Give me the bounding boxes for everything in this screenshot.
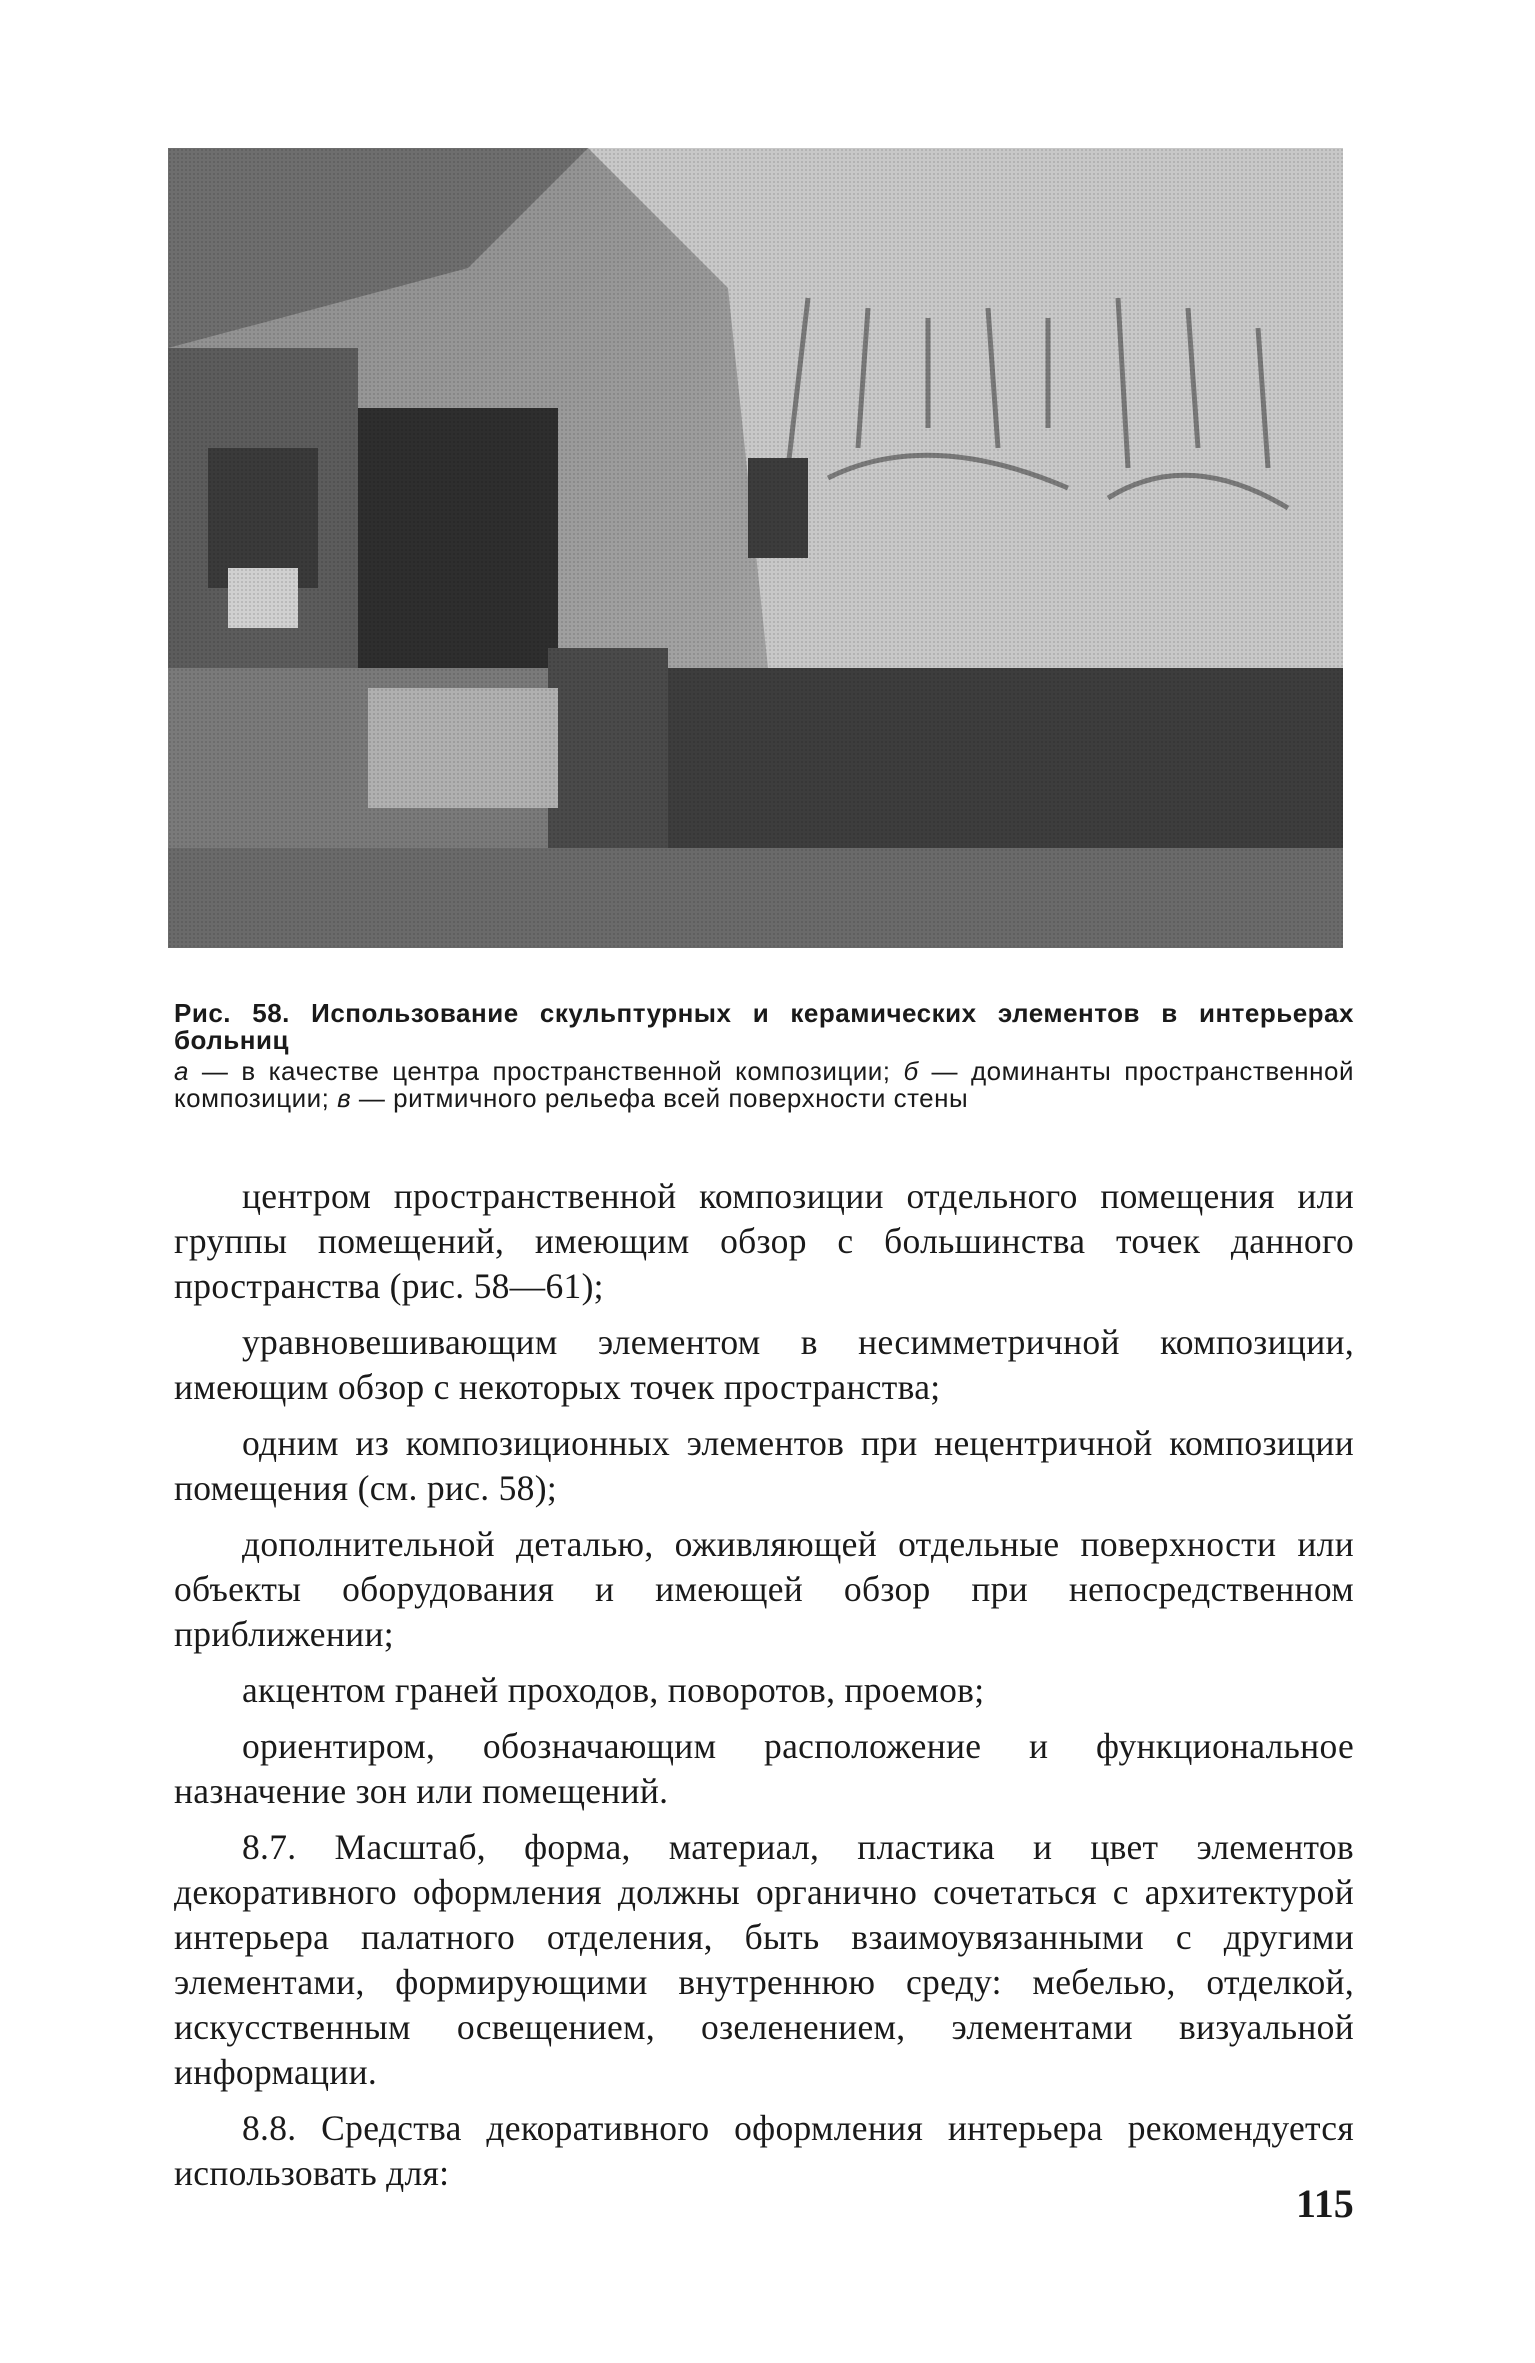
hospital-interior-photo [168, 148, 1343, 948]
legend-b-text: — доминанты пространственной композиции; [174, 1056, 1355, 1113]
caption-title-text: Использование скульптурных и керамических элементов в интерьерах больниц [174, 998, 1354, 1055]
paragraph: центром пространственной композиции отдельного помещения или группы помещений, имеющим обзор с большинства точек данного пространства (рис. 58—61); [174, 1176, 1354, 1306]
figure-photo [168, 148, 1343, 948]
caption-legend [174, 1058, 1354, 1112]
figure-caption [174, 1000, 1354, 1112]
page-number: 115 [1296, 2181, 1354, 2226]
legend-a-letter: а [174, 1056, 189, 1086]
legend-c-letter: в [337, 1083, 352, 1113]
paragraph: одним из композиционных элементов при нецентричной композиции помещения (см. рис. 58); [174, 1423, 1354, 1508]
paragraph: акцентом граней проходов, поворотов, проемов; [242, 1670, 985, 1710]
paragraph: 8.7. Масштаб, форма, материал, пластика и цвет элементов декоративного оформления должны органично сочетаться с архитектурой интерьера палатного отделения, быть взаимоувязанными с другими элементами, формирующими внутреннюю среду: мебелью, отделкой, искусственным освещением, озеленением, элементами визуальной информации. [174, 1827, 1354, 2092]
paragraph: 8.8. Средства декоративного оформления интерьера рекомендуется использовать для: [174, 2108, 1354, 2193]
paragraph: уравновешивающим элементом в несимметричной композиции, имеющим обзор с некоторых точек пространства; [174, 1322, 1354, 1407]
caption-number: Рис. 58. [174, 998, 290, 1028]
legend-a-text: — в качестве центра пространственной композиции; [188, 1056, 904, 1086]
caption-title [174, 1000, 1354, 1054]
legend-b-letter: б [903, 1056, 919, 1086]
paragraph: ориентиром, обозначающим расположение и функциональное назначение зон или помещений. [174, 1726, 1354, 1811]
legend-c-text: — ритмичного рельефа всей поверхности стены [351, 1083, 969, 1113]
body-text [174, 1174, 1354, 2207]
paragraph: дополнительной деталью, оживляющей отдельные поверхности или объекты оборудования и имеющей обзор при непосредственном приближении; [174, 1524, 1354, 1654]
